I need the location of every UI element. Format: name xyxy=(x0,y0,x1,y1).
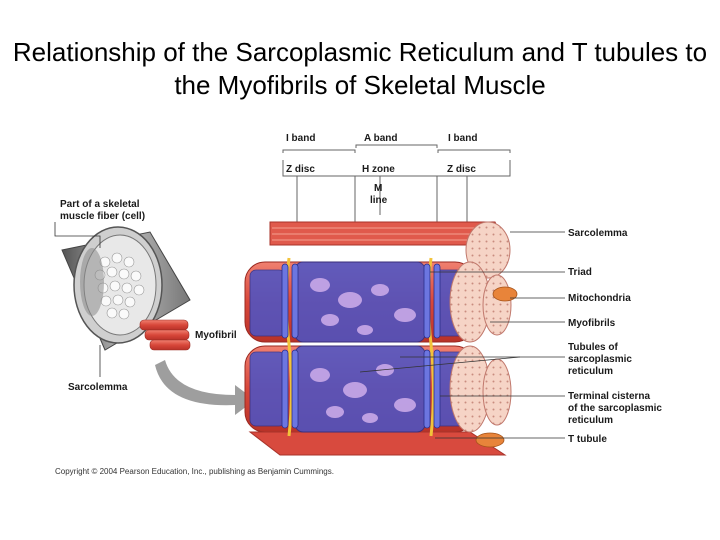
label-tubules-2: sarcoplasmic xyxy=(568,354,632,365)
label-sarcolemma-right: Sarcolemma xyxy=(568,228,628,239)
label-mitochondria: Mitochondria xyxy=(568,293,631,304)
copyright-text: Copyright © 2004 Pearson Education, Inc., publishing as Benjamin Cummings. xyxy=(55,467,334,476)
label-tubules-3: reticulum xyxy=(568,366,614,377)
label-m-line-1: M xyxy=(374,183,383,194)
page-title: Relationship of the Sarcoplasmic Reticulum and T tubules to the Myofibrils of Skeletal Muscle xyxy=(12,37,708,100)
label-myofibril-left: Myofibril xyxy=(195,330,237,341)
label-cisterna-2: of the sarcoplasmic xyxy=(568,403,662,414)
label-triad: Triad xyxy=(568,267,592,278)
myofibril-block xyxy=(245,222,517,455)
label-z-disc-left: Z disc xyxy=(286,164,315,175)
label-m-line-2: line xyxy=(370,195,388,206)
label-h-zone: H zone xyxy=(362,164,395,175)
label-myofibrils: Myofibrils xyxy=(568,318,616,329)
label-fiber-2: muscle fiber (cell) xyxy=(60,211,146,222)
label-z-disc-right: Z disc xyxy=(447,164,476,175)
label-i-band-left: I band xyxy=(286,133,316,144)
label-tubules-1: Tubules of xyxy=(568,342,618,353)
label-a-band: A band xyxy=(364,133,398,144)
label-cisterna-3: reticulum xyxy=(568,415,614,426)
label-t-tubule: T tubule xyxy=(568,434,607,445)
label-i-band-right: I band xyxy=(448,133,478,144)
label-cisterna-1: Terminal cisterna xyxy=(568,391,651,402)
band-brackets xyxy=(283,145,510,222)
label-sarcolemma-left: Sarcolemma xyxy=(68,382,128,393)
label-fiber-1: Part of a skeletal xyxy=(60,199,140,210)
